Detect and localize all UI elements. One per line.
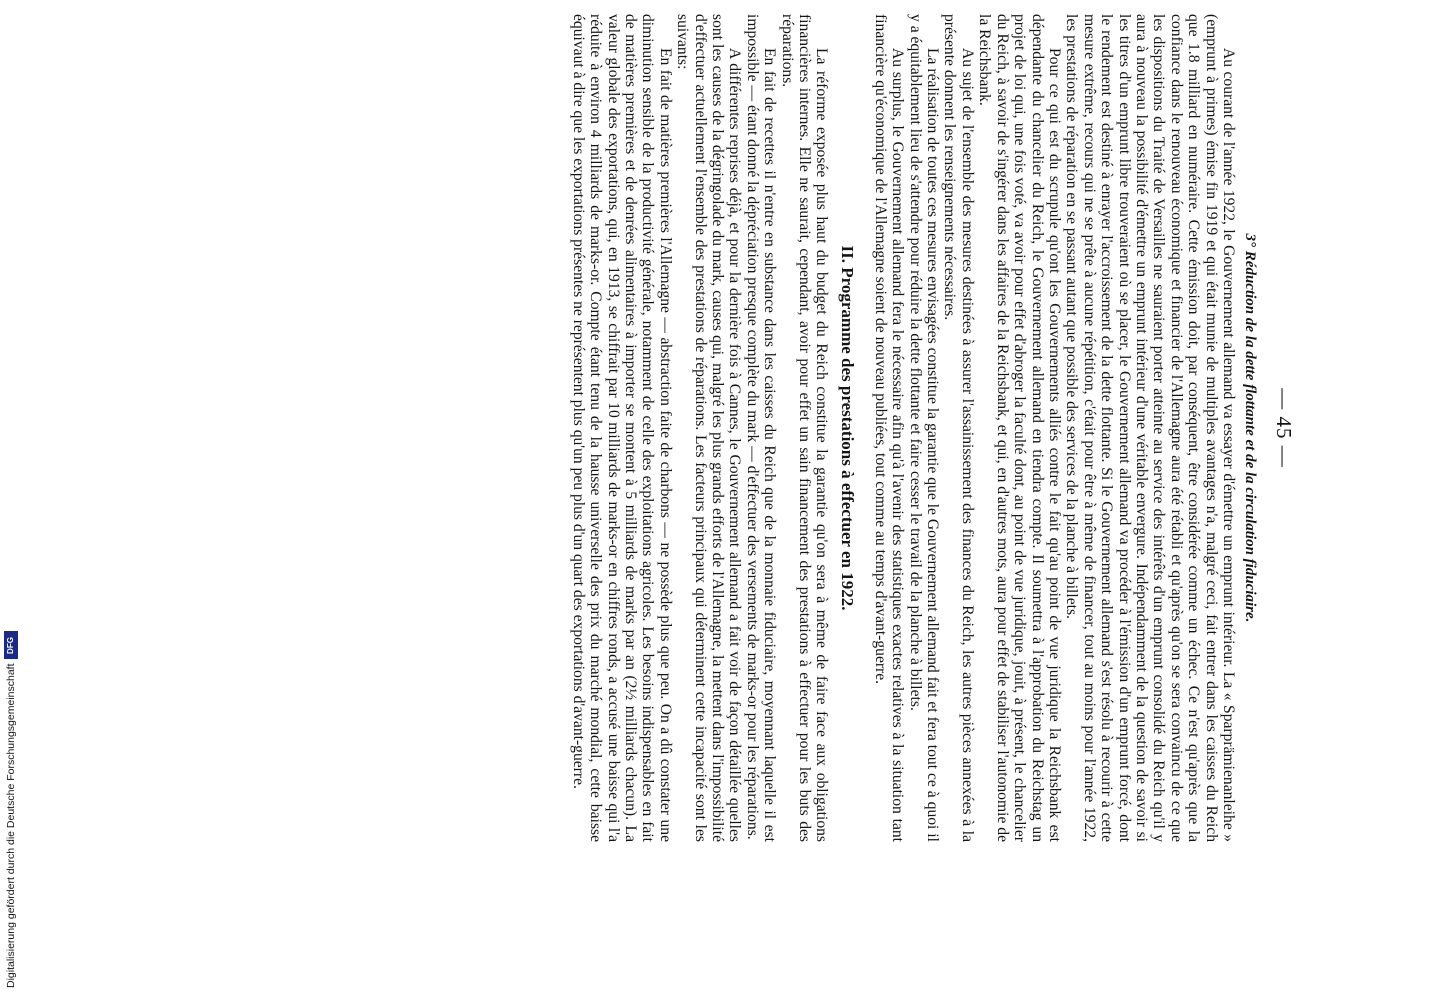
digitization-credit — [3, 608, 19, 988]
page-number: — 45 — — [1272, 388, 1296, 468]
rotated-text-block — [112, 8, 1302, 848]
digitization-credit-text: Digitalisierung gefördert durch die Deutsche Forschungsgemeinschaft — [5, 663, 17, 988]
paragraph: En fait de recettes il n'entre en substance dans les caisses du Reich que de la monnaie fiduciaire, moyennant laquelle il est impossible — étant donné la dépréciation presque complète du mark — d'effectuer des versements de marks-or pour les réparations. — [743, 14, 779, 842]
section-heading-3: 3° Réduction de la dette flottante et de la circulation fiduciaire. — [1242, 233, 1258, 623]
paragraph: Au surplus, le Gouvernement allemand fera le nécessaire afin qu'à l'avenir des statistiques exactes relatives à la situation tant financière qu'économique de l'Allemagne soient de nouveau publiées, tout comme au temps d'avant-guerre. — [871, 14, 907, 842]
paragraph: Pour ce qui est du scrupule qu'ont les Gouvernements alliés contre le fait qu'au point de vue juridique la Reichsbank est dépendante du chancelier du Reich, le Gouvernement allemand en tiendra compte. Il soumettra à l'approbation du Reichstag un projet de loi qui, une fois voté, va avoir pour effet d'abroger la faculté dont, au point de vue juridique, jouit, à présent, le chancelier du Reich, à savoir de s'ingérer dans les affaires de la Reichsbank, et qui, en d'autres mots, aura pour effet de stabiliser l'autonomie de la Reichsbank. — [976, 14, 1063, 842]
dfg-logo: DFG — [4, 631, 18, 659]
paragraph: Au sujet de l'ensemble des mesures destinées à assurer l'assainissement des finances du Reich, les autres pièces annexées à la présente donnent les renseignements nécessaires. — [941, 14, 976, 842]
paragraph: A différentes reprises déjà, et pour la dernière fois à Cannes, le Gouvernement allemand a fait voir de façon détaillée quelles sont les causes de la dégringolade du mark, causes qui, malgré les plus grands efforts de l'Allemagne, la mettent dans l'impossibilité d'effectuer actuellement l'ensemble des prestations de réparations. Les facteurs principaux qui déterminent cette incapacité sont les suivants: — [674, 14, 744, 842]
paragraph: Au courant de l'année 1922, le Gouvernement allemand va essayer d'émettre un emprunt intérieur. La « Sparprämienanleihe » (emprunt à primes) émise fin 1919 et qui était munie de multiples avantages n'a, malgré ceci, fait entrer dans les caisses du Reich que 1.8 milliard en numéraire. Cette émission doit, par conséquent, être considérée comme un échec. Ce n'est qu'après que la confiance dans le renouveau économique et financier de l'Allemagne aura été rétabli et qu'après qu'on se sera convaincu de ce que les dispositions du Traité de Versailles ne sauraient porter atteinte au service des intérêts d'un emprunt consolidé du Reich qu'il y aura à nouveau la possibilité d'émettre un emprunt intérieur d'une véritable envergure. Indépendamment de la question de savoir si les titres d'un emprunt libre trouveraient où se placer, le Gouvernement allemand va procéder à l'émission d'un emprunt forcé, dont le rendement est destiné à enrayer l'accroissement de la dette flottante. Si le Gouvernement allemand s'est résolu à recourir à cette mesure extrême, recours qui ne se prête à aucune répétition, c'était pour être à même de financer, tout au moins pour l'année 1922, les prestations de réparation en se passant autant que possible des services de la planche à billets. — [1063, 14, 1237, 842]
part-heading-2: II. Programme des prestations à effectuer en 1922. — [838, 245, 858, 611]
paragraph: La réforme exposée plus haut du budget du Reich constitue la garantie qu'on sera à même de faire face aux obligations financières internes. Elle ne saurait, cependant, avoir pour effet un sain financement des prestations à effectuer pour les buts des réparations. — [778, 14, 831, 842]
paragraph: En fait de matières premières l'Allemagne — abstraction faite de charbons — ne possède plus que peu. On a dû constater une diminution sensible de la productivité générale, notamment de celle des exploitations agricoles. Les besoins indispensables en fait de matières premières et de denrées alimentaires à importer se montent à 5 milliards de marks par an (2½ milliards chacun). La valeur globale des exportations, qui, en 1913, se chiffrait par 10 milliards de marks-or en chiffres ronds, a accusé une baisse qui l'a réduite à environ 4 milliards de marks-or. Compte étant tenu de la hausse universelle des prix du marché mondial, cette baisse équivaut à dire que les exportations présentes ne représentent plus qu'un peu plus d'un quart des exportations d'avant-guerre. — [569, 14, 674, 842]
paragraph: La réalisation de toutes ces mesures envisagées constitue la garantie que le Gouvernement allemand fait et fera tout ce à quoi il y a équitablement lieu de s'attendre pour réduire la dette flottante et faire cesser le travail de la planche à billets. — [906, 14, 942, 842]
